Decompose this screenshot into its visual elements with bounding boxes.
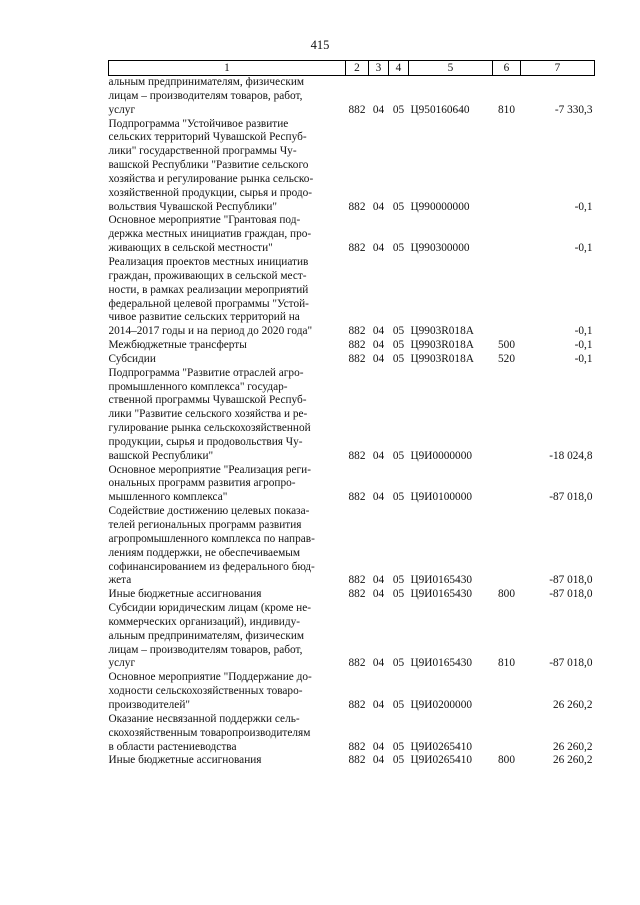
row-amount-text: -0,1 (574, 325, 593, 338)
table-body (109, 76, 595, 769)
row-amount (521, 367, 595, 464)
row-code-subsection (389, 353, 409, 367)
row-code-subsection-text: 05 (392, 352, 405, 365)
row-code-ministry (346, 464, 369, 506)
row-code-section (369, 464, 389, 506)
row-amount (521, 602, 595, 671)
row-name-text: Реализация проектов местных инициатив граждан, проживающих в сельской мест- ности, в рамках реализации мероприятий федеральной целевой программы "Устой- чивое развитие сельских территорий на 2014–2017 годы и на период до 2020 года" (108, 255, 313, 338)
header-col-6: 6 (493, 61, 521, 76)
row-code-subsection-text: 05 (392, 449, 405, 462)
row-code-ministry (346, 256, 369, 339)
page-number: 415 (310, 38, 330, 52)
row-code-section (369, 754, 389, 768)
row-code-section-text: 04 (372, 740, 385, 753)
row-code-target-text: Ц9И0000000 (410, 449, 473, 462)
row-code-subsection (389, 214, 409, 256)
row-name-text: Субсидии юридическим лицам (кроме не- коммерческих организаций), индивиду- альным предпринимателям, физическим лицам – производителям товаров, работ, услуг (108, 602, 312, 670)
row-code-ministry-text: 882 (348, 574, 366, 587)
row-code-expense-type (493, 713, 521, 755)
row-code-target (409, 353, 493, 367)
row-code-section-text: 04 (372, 103, 385, 116)
row-amount (521, 339, 595, 353)
row-amount (521, 214, 595, 256)
row-name-text: Основное мероприятие "Реализация реги- ональных программ развития агропро- мышленного комплекса" (108, 463, 311, 504)
row-code-ministry (346, 76, 369, 118)
row-code-ministry-text: 882 (348, 339, 366, 352)
row-amount (521, 713, 595, 755)
row-name (109, 713, 346, 755)
table-row (109, 588, 595, 602)
row-code-ministry-text: 882 (348, 103, 366, 116)
header-col-2: 2 (346, 61, 369, 76)
row-code-section-text: 04 (372, 588, 385, 601)
row-code-expense-type (493, 464, 521, 506)
row-code-section-text: 04 (372, 352, 385, 365)
row-code-target-text: Ц9903R018A (410, 352, 474, 365)
table-row (109, 256, 595, 339)
row-code-subsection-text: 05 (392, 491, 405, 504)
row-code-target-text: Ц9И0165430 (410, 574, 473, 587)
row-code-expense-type-text: 520 (498, 352, 515, 365)
row-code-target (409, 118, 493, 215)
row-code-expense-type (493, 214, 521, 256)
header-col-5: 5 (409, 61, 493, 76)
row-code-expense-type (493, 256, 521, 339)
row-name-text: Оказание несвязанной поддержки сель- скохозяйственным товаропроизводителям в области растениеводства (108, 712, 311, 753)
table-row (109, 76, 595, 118)
row-code-subsection-text: 05 (392, 588, 405, 601)
row-code-subsection (389, 118, 409, 215)
row-code-section-text: 04 (372, 698, 385, 711)
row-code-section (369, 118, 389, 215)
row-code-ministry-text: 882 (348, 698, 366, 711)
row-code-target-text: Ц9И0165430 (410, 657, 473, 670)
table-row (109, 214, 595, 256)
row-code-subsection (389, 588, 409, 602)
row-amount (521, 76, 595, 118)
row-code-expense-type-text: 810 (498, 103, 515, 116)
row-amount-text: -0,1 (574, 200, 593, 213)
row-amount (521, 588, 595, 602)
row-code-ministry (346, 214, 369, 256)
row-code-subsection-text: 05 (392, 754, 405, 767)
row-code-subsection (389, 754, 409, 768)
row-code-subsection-text: 05 (392, 698, 405, 711)
row-code-subsection (389, 671, 409, 713)
row-code-section-text: 04 (372, 242, 385, 255)
row-code-subsection-text: 05 (392, 242, 405, 255)
row-code-expense-type (493, 754, 521, 768)
row-code-target-text: Ц990300000 (410, 242, 470, 255)
row-code-section (369, 256, 389, 339)
row-code-ministry (346, 118, 369, 215)
row-name-text: Основное мероприятие "Грантовая под- держка местных инициатив граждан, про- живающих в сельской местности" (108, 214, 312, 255)
row-code-section-text: 04 (372, 325, 385, 338)
row-name (109, 339, 346, 353)
row-code-target (409, 588, 493, 602)
row-code-subsection-text: 05 (392, 339, 405, 352)
row-code-target (409, 367, 493, 464)
row-code-target (409, 339, 493, 353)
row-name-text: альным предпринимателям, физическим лицам – производителям товаров, работ, услуг (108, 76, 305, 116)
row-code-subsection (389, 505, 409, 588)
row-code-expense-type (493, 353, 521, 367)
row-name (109, 353, 346, 367)
row-name (109, 464, 346, 506)
row-code-ministry (346, 754, 369, 768)
row-amount-text: 26 260,2 (552, 740, 593, 753)
header-col-4: 4 (389, 61, 409, 76)
row-code-subsection-text: 05 (392, 325, 405, 338)
row-code-expense-type (493, 588, 521, 602)
row-code-subsection (389, 367, 409, 464)
row-code-subsection-text: 05 (392, 740, 405, 753)
row-code-ministry-text: 882 (348, 588, 366, 601)
row-code-subsection-text: 05 (392, 574, 405, 587)
row-amount (521, 464, 595, 506)
row-code-expense-type-text: 800 (498, 588, 515, 601)
row-name (109, 671, 346, 713)
table-row (109, 671, 595, 713)
row-code-ministry-text: 882 (348, 754, 366, 767)
table-row (109, 118, 595, 215)
row-name-text: Иные бюджетные ассигнования (108, 754, 262, 767)
row-name (109, 602, 346, 671)
row-amount (521, 256, 595, 339)
header-col-3: 3 (369, 61, 389, 76)
row-name-text: Иные бюджетные ассигнования (108, 588, 262, 601)
row-code-ministry (346, 713, 369, 755)
row-amount-text: -87 018,0 (549, 491, 593, 504)
row-code-ministry-text: 882 (348, 740, 366, 753)
row-code-target-text: Ц9И0200000 (410, 698, 473, 711)
row-name (109, 505, 346, 588)
row-code-section (369, 353, 389, 367)
row-code-expense-type-text: 500 (498, 339, 515, 352)
table-row (109, 339, 595, 353)
row-code-ministry (346, 602, 369, 671)
row-amount (521, 671, 595, 713)
row-name (109, 367, 346, 464)
row-amount-text: -87 018,0 (549, 574, 593, 587)
row-code-section-text: 04 (372, 657, 385, 670)
row-code-expense-type (493, 118, 521, 215)
row-code-expense-type (493, 602, 521, 671)
row-code-ministry (346, 671, 369, 713)
row-amount-text: -0,1 (574, 339, 593, 352)
row-code-expense-type-text: 800 (498, 754, 515, 767)
row-name-text: Межбюджетные трансферты (108, 339, 247, 352)
row-code-section (369, 367, 389, 464)
row-code-target-text: Ц950160640 (410, 103, 470, 116)
row-amount (521, 118, 595, 215)
header-col-7: 7 (521, 61, 595, 76)
row-name-text: Основное мероприятие "Поддержание до- ходности сельскохозяйственных товаро- производителей" (108, 671, 312, 711)
row-code-target-text: Ц9903R018A (410, 339, 474, 352)
row-code-subsection (389, 339, 409, 353)
row-code-target (409, 464, 493, 506)
row-code-ministry-text: 882 (348, 491, 366, 504)
row-code-section-text: 04 (372, 574, 385, 587)
row-code-ministry (346, 505, 369, 588)
row-code-ministry-text: 882 (348, 242, 366, 255)
row-code-section (369, 339, 389, 353)
row-code-target-text: Ц990000000 (410, 200, 470, 213)
row-amount-text: -87 018,0 (549, 657, 593, 670)
row-code-section-text: 04 (372, 491, 385, 504)
row-code-target-text: Ц9И0265410 (410, 754, 473, 767)
row-code-target (409, 602, 493, 671)
row-name (109, 754, 346, 768)
row-name-text: Содействие достижению целевых показа- телей региональных программ развития агропромышленного комплекса по направ- лениям поддержки, не обеспечиваемым софинансированием из федерального бюд- жета (108, 505, 315, 587)
row-name (109, 214, 346, 256)
row-amount (521, 353, 595, 367)
row-code-ministry-text: 882 (348, 657, 366, 670)
budget-table (108, 60, 595, 768)
row-name-text: Подпрограмма "Устойчивое развитие сельских территорий Чувашской Респуб- лики" государственной программы Чу- вашской Республики "Развитие сельского хозяйства и регулирование рынка сельско- хозяйственной продукции, сырья и продо- вольствия Чувашской Республики" (108, 117, 314, 213)
row-code-expense-type (493, 339, 521, 353)
header-col-1: 1 (109, 61, 346, 76)
row-amount-text: -18 024,8 (549, 449, 593, 462)
table-row (109, 353, 595, 367)
row-code-section-text: 04 (372, 754, 385, 767)
row-code-section-text: 04 (372, 200, 385, 213)
row-amount-text: -87 018,0 (549, 588, 593, 601)
table-row (109, 713, 595, 755)
row-code-section (369, 214, 389, 256)
row-code-section-text: 04 (372, 339, 385, 352)
row-code-ministry-text: 882 (348, 352, 366, 365)
row-code-expense-type (493, 76, 521, 118)
row-code-ministry (346, 588, 369, 602)
row-code-subsection-text: 05 (392, 657, 405, 670)
row-code-ministry-text: 882 (348, 449, 366, 462)
row-code-subsection-text: 05 (392, 103, 405, 116)
row-code-target (409, 754, 493, 768)
row-code-subsection (389, 713, 409, 755)
table-header-row (109, 61, 595, 76)
row-name (109, 588, 346, 602)
row-code-subsection (389, 464, 409, 506)
row-amount (521, 754, 595, 768)
table-row (109, 602, 595, 671)
row-code-section (369, 713, 389, 755)
table-row (109, 367, 595, 464)
row-code-target (409, 505, 493, 588)
row-code-expense-type (493, 505, 521, 588)
row-code-ministry (346, 367, 369, 464)
row-amount-text: -0,1 (574, 242, 593, 255)
row-code-expense-type (493, 671, 521, 713)
row-name (109, 76, 346, 118)
row-code-subsection (389, 602, 409, 671)
row-code-target-text: Ц9903R018A (410, 325, 474, 338)
row-code-ministry-text: 882 (348, 325, 366, 338)
row-code-section (369, 505, 389, 588)
table-row (109, 754, 595, 768)
row-code-target (409, 214, 493, 256)
row-name-text: Подпрограмма "Развитие отраслей агро- промышленного комплекса" государ- ственной программы Чувашской Респуб- лики "Развитие сельского хозяйства и ре- гулирование рынка сельскохозяйственной продукции, сырья и продовольствия Чу- вашской Республики" (108, 366, 311, 462)
row-name-text: Субсидии (108, 352, 156, 365)
row-code-ministry (346, 339, 369, 353)
row-code-target-text: Ц9И0265410 (410, 740, 473, 753)
row-code-ministry (346, 353, 369, 367)
row-code-target-text: Ц9И0100000 (410, 491, 473, 504)
row-amount (521, 505, 595, 588)
row-code-ministry-text: 882 (348, 200, 366, 213)
row-code-subsection (389, 76, 409, 118)
row-code-target (409, 76, 493, 118)
row-code-expense-type (493, 367, 521, 464)
row-code-target-text: Ц9И0165430 (410, 588, 473, 601)
row-code-target (409, 256, 493, 339)
row-amount-text: -0,1 (574, 352, 593, 365)
row-name (109, 256, 346, 339)
row-code-section (369, 602, 389, 671)
row-code-target (409, 713, 493, 755)
row-code-section (369, 76, 389, 118)
row-amount-text: -7 330,3 (554, 103, 593, 116)
row-code-target (409, 671, 493, 713)
row-code-section (369, 671, 389, 713)
table-row (109, 464, 595, 506)
row-name (109, 118, 346, 215)
row-code-section (369, 588, 389, 602)
table-row (109, 505, 595, 588)
row-code-section-text: 04 (372, 449, 385, 462)
row-code-subsection-text: 05 (392, 200, 405, 213)
row-code-expense-type-text: 810 (498, 657, 515, 670)
row-amount-text: 26 260,2 (552, 698, 593, 711)
row-amount-text: 26 260,2 (552, 754, 593, 767)
row-code-subsection (389, 256, 409, 339)
